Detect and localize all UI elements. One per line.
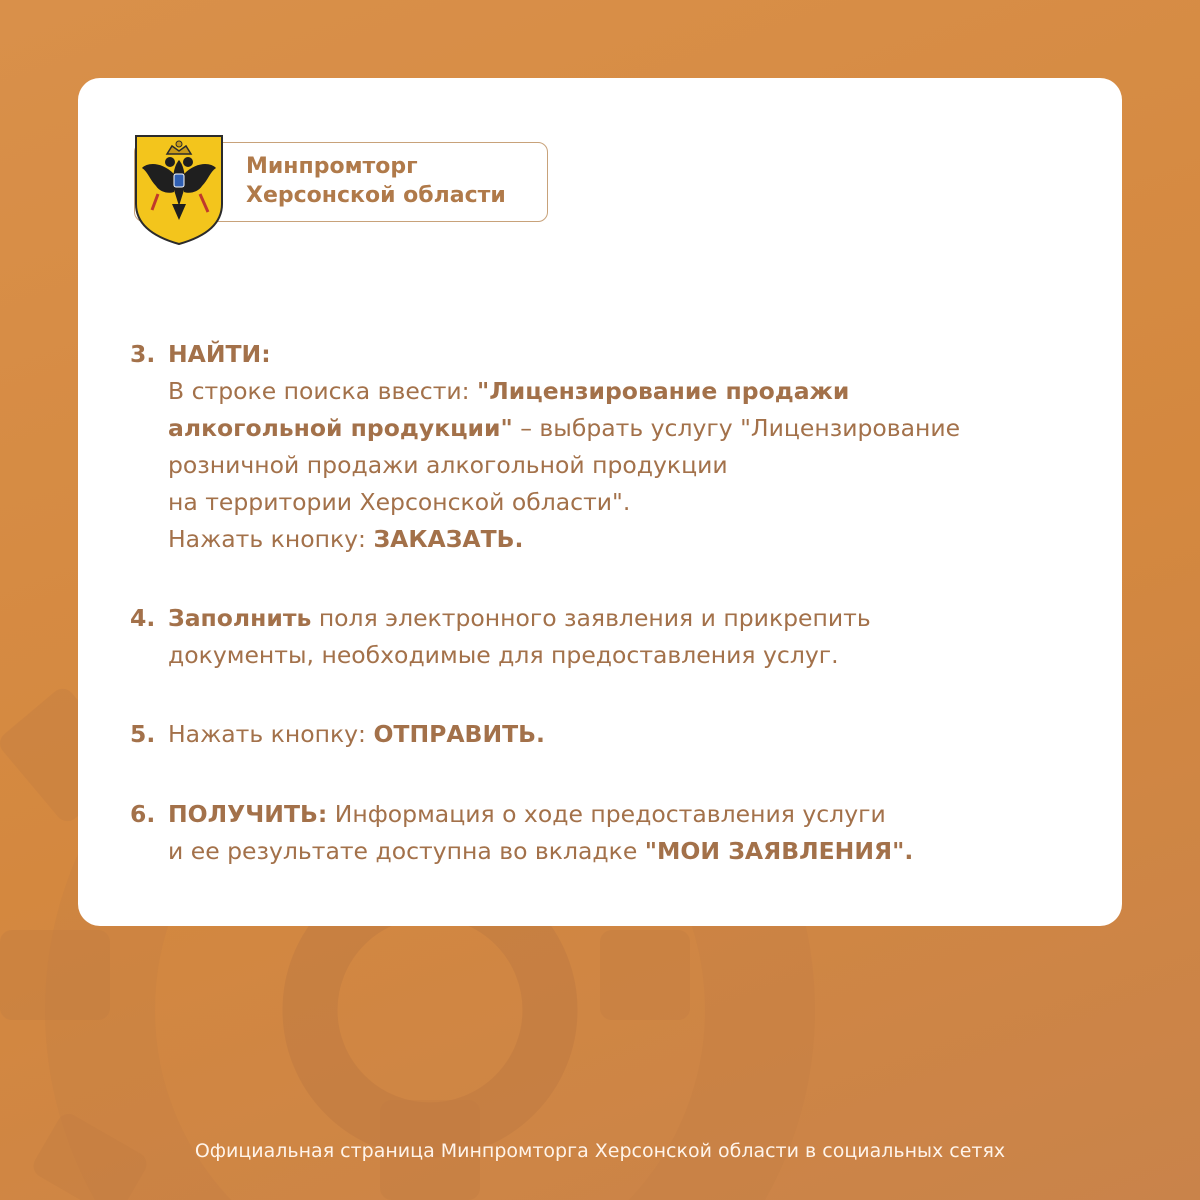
step-text: – выбрать услугу "Лицензирование xyxy=(512,414,961,442)
step-text: Нажать кнопку: xyxy=(168,525,374,553)
step-text: розничной продажи алкогольной продукции xyxy=(168,451,728,479)
order-button-label: ЗАКАЗАТЬ. xyxy=(373,525,524,553)
search-query-text: алкогольной продукции" xyxy=(168,414,513,442)
coat-of-arms-icon xyxy=(134,134,224,246)
step-title: НАЙТИ: xyxy=(168,340,271,368)
step-line xyxy=(168,716,1090,753)
org-name-line1: Минпромторг xyxy=(246,154,418,179)
step-number: 6. xyxy=(130,800,156,828)
step-text: документы, необходимые для предоставления услуг. xyxy=(168,641,839,669)
step-text: Информация о ходе предоставления услуги xyxy=(327,800,886,828)
step-4 xyxy=(130,600,1090,674)
step-text: и ее результате доступна во вкладке xyxy=(168,837,645,865)
send-button-label: ОТПРАВИТЬ. xyxy=(373,720,545,748)
step-text: В строке поиска ввести: xyxy=(168,377,478,405)
search-query-text: "Лицензирование продажи xyxy=(477,377,850,405)
step-line xyxy=(168,600,1090,637)
step-keyword: Заполнить xyxy=(168,604,312,632)
step-5 xyxy=(130,716,1090,753)
step-number: 3. xyxy=(130,340,156,368)
step-line xyxy=(168,373,1090,410)
instruction-steps xyxy=(130,336,1090,870)
content-card xyxy=(78,78,1122,926)
step-text: на территории Херсонской области". xyxy=(168,488,631,516)
step-line xyxy=(168,521,1090,558)
organization-name xyxy=(246,152,546,210)
step-6 xyxy=(130,796,1090,870)
organization-logo xyxy=(134,134,548,224)
step-number: 5. xyxy=(130,720,156,748)
footer-caption: Официальная страница Минпромторга Херсонской области в социальных сетях xyxy=(194,1140,1006,1162)
step-text: Нажать кнопку: xyxy=(168,720,374,748)
step-number: 4. xyxy=(130,604,156,632)
step-3 xyxy=(130,336,1090,558)
step-line xyxy=(168,833,1090,870)
org-name-line2: Херсонской области xyxy=(246,183,506,208)
step-line xyxy=(168,796,1090,833)
step-text: поля электронного заявления и прикрепить xyxy=(311,604,871,632)
step-keyword: ПОЛУЧИТЬ: xyxy=(168,800,328,828)
step-line xyxy=(168,410,1090,447)
my-applications-tab-label: "МОИ ЗАЯВЛЕНИЯ". xyxy=(644,837,914,865)
